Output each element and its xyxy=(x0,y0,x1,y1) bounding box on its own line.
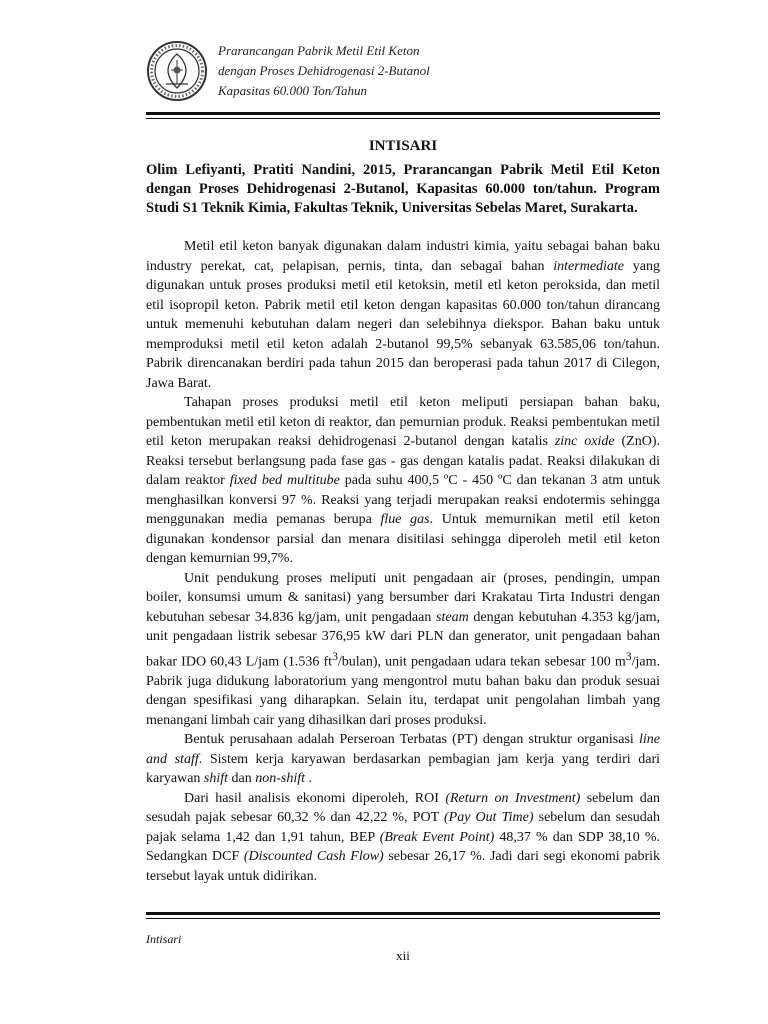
paragraph-economics: Dari hasil analisis ekonomi diperoleh, ROI (Return on Investment) sebelum dan sesudah pajak sebesar 60,32 % dan 42,22 %, POT (Pay Out Time) sebelum dan sesudah pajak selama 1,42 dan 1,91 tahun, BEP (Break Event Point) 48,37 % dan SDP 38,10 %. Sedangkan DCF (Discounted Cash Flow) sebesar 26,17 %. Jadi dari segi ekonomi pabrik tersebut layak untuk didirikan. xyxy=(146,790,661,884)
paragraph-process: Tahapan proses produksi metil etil keton meliputi persiapan bahan baku, pembentukan metil etil keton di reaktor, dan pemurnian produk. Reaksi pembentukan metil etil keton merupakan reaksi dehidrogenasi 2-butanol dengan katalis zinc oxide (ZnO). Reaksi tersebut berlangsung pada fase gas - gas dengan katalis padat. Reaksi dilakukan di dalam reaktor fixed bed multitube pada suhu 400,5 ºC - 450 ºC dan tekanan 3 atm untuk menghasilkan konversi 97 %. Reaksi yang terjadi merupakan reaksi endotermis sehingga menggunakan media pemanas berupa flue gas. Untuk memurnikan metil etil keton digunakan kondensor parsial dan menara disitilasi sehingga diperoleh metil etil keton dengan kemurnian 99,7%. xyxy=(146,395,660,566)
header-line: Kapasitas 60.000 Ton/Tahun xyxy=(218,83,367,98)
footer-rule-thick xyxy=(146,912,660,915)
paragraph-raw-material: Metil etil keton banyak digunakan dalam industri kimia, yaitu sebagai bahan baku industry perekat, cat, pelapisan, pernis, tinta, dan sebagai bahan intermediate yang digunakan untuk proses produksi metil etil ketoksin, metil etl keton peroksida, dan metil etil isopropil keton. Pabrik metil etil keton dengan kapasitas 60.000 ton/tahun dirancang untuk memenuhi kebutuhan dalam negeri dan selebihnya diekspor. Bahan baku untuk memproduksi metil etil keton adalah 2-butanol 99,5% sebanyak 63.585,06 ton/tahun. Pabrik direncanakan berdiri pada tahun 2015 dan beroperasi pada tahun 2017 di Cilegon, Jawa Barat. xyxy=(146,239,660,391)
header-line: dengan Proses Dehidrogenasi 2-Butanol xyxy=(218,63,430,78)
university-seal-logo xyxy=(146,40,208,102)
header-rule-thick xyxy=(146,112,660,115)
page-title: INTISARI xyxy=(368,138,438,154)
citation-block: Olim Lefiyanti, Pratiti Nandini, 2015, Prarancangan Pabrik Metil Etil Keton dengan Proses Dehidrogenasi 2-Butanol, Kapasitas 60.000 ton/tahun. Program Studi S1 Teknik Kimia, Fakultas Teknik, Universitas Sebelas Maret, Surakarta. xyxy=(146,162,660,216)
footer-section-label: Intisari xyxy=(146,932,182,946)
header-line: Prarancangan Pabrik Metil Etil Keton xyxy=(218,43,420,58)
header-rule-thin xyxy=(146,118,660,119)
abstract-body xyxy=(146,237,660,886)
footer-rule-thin xyxy=(146,918,660,919)
page-number: xii xyxy=(396,948,410,963)
paragraph-organization: Bentuk perusahaan adalah Perseroan Terbatas (PT) dengan struktur organisasi line and staff. Sistem kerja karyawan berdasarkan pembagian jam kerja yang terdiri dari karyawan shift dan non-shift . xyxy=(146,732,661,787)
paragraph-utilities: Unit pendukung proses meliputi unit pengadaan air (proses, pendingin, umpan boiler, konsumsi umum & sanitasi) yang bersumber dari Krakatau Tirta Industri dengan kebutuhan sebesar 34.836 kg/jam, unit pengadaan steam dengan kebutuhan 4.353 kg/jam, unit pengadaan listrik sebesar 376,95 kW dari PLN dan generator, unit pengadaan bahan bakar IDO 60,43 L/jam (1.536 $ft^3/bulan$), unit pengadaan udara tekan sebesar 100 $m^3$/jam. Pabrik juga didukung laboratorium yang mengontrol mutu bahan baku dan produk sesuai dengan spesifikasi yang diharapkan. Selain itu, terdapat unit pengolahan limbah yang menangani limbah cair yang dihasilkan dari proses produksi. xyxy=(146,570,660,728)
running-header xyxy=(218,41,430,101)
